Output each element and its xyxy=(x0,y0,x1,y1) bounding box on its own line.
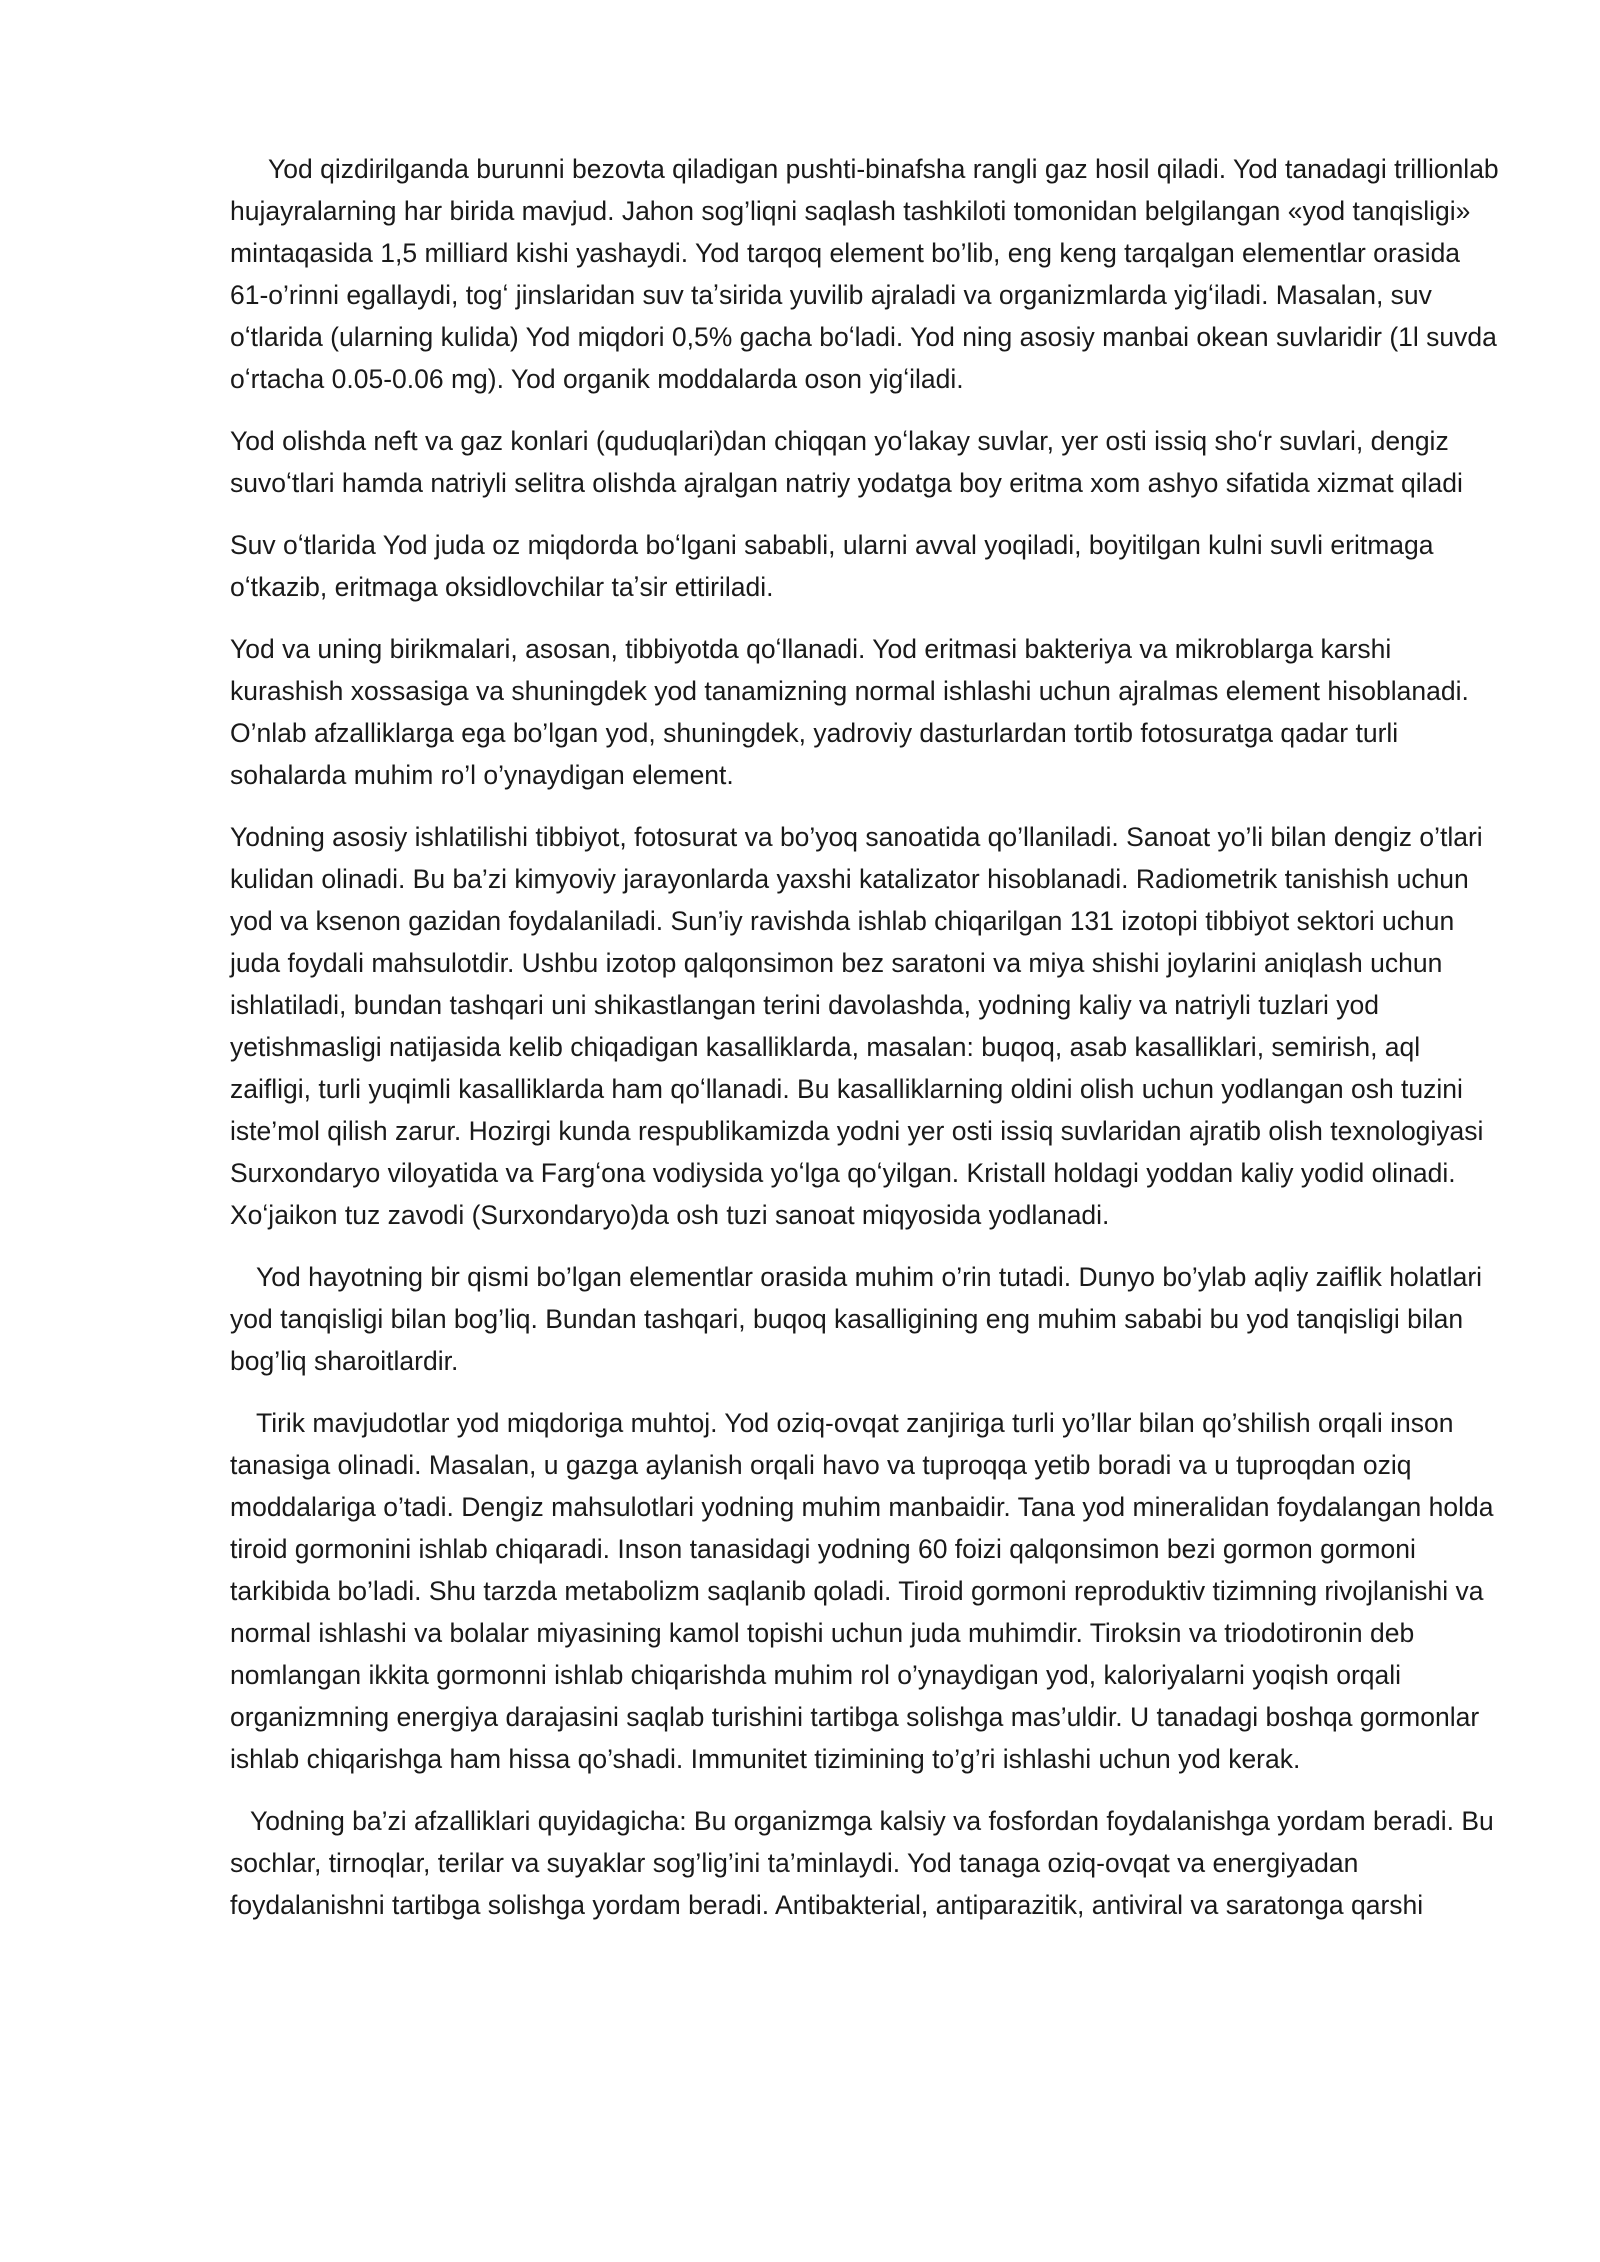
paragraph-seaweed-extraction: Suv oʻtlarida Yod juda oz miqdorda boʻlgani sababli, ularni avval yoqiladi, boyitilgan kulni suvli eritmaga oʻtkazib, eritmaga oksidlovchilar taʼsir ettiriladi. xyxy=(230,530,1434,602)
document-body xyxy=(230,148,1500,1946)
paragraph-thyroid-hormones: Tirik mavjudotlar yod miqdoriga muhtoj. Yod oziq-ovqat zanjiriga turli yo’llar bilan qo’shilish orqali inson tanasiga olinadi. Masalan, u gazga aylanish orqali havo va tuproqqa yetib boradi va u tuproqdan oziq moddalariga o’tadi. Dengiz mahsulotlari yodning muhim manbaidir. Tana yod mineralidan foydalangan holda tiroid gormonini ishlab chiqaradi. Inson tanasidagi yodning 60 foizi qalqonsimon bezi gormon gormoni tarkibida bo’ladi. Shu tarzda metabolizm saqlanib qoladi. Tiroid gormoni reproduktiv tizimning rivojlanishi va normal ishlashi va bolalar miyasining kamol topishi uchun juda muhimdir. Tiroksin va triodotironin deb nomlangan ikkita gormonni ishlab chiqarishda muhim rol o’ynaydigan yod, kaloriyalarni yoqish orqali organizmning energiya darajasini saqlab turishini tartibga solishga mas’uldir. U tanadagi boshqa gormonlar ishlab chiqarishga ham hissa qo’shadi. Immunitet tizimining to’g’ri ishlashi uchun yod kerak. xyxy=(230,1408,1494,1774)
paragraph-medical-uses: Yod va uning birikmalari, asosan, tibbiyotda qoʻllanadi. Yod eritmasi bakteriya va mikroblarga karshi kurashish xossasiga va shuningdek yod tanamizning normal ishlashi uchun ajralmas element hisoblanadi. O’nlab afzalliklarga ega bo’lgan yod, shuningdek, yadroviy dasturlardan tortib fotosuratga qadar turli sohalarda muhim ro’l o’ynaydigan element. xyxy=(230,634,1469,790)
paragraph-iodine-sources: Yod olishda neft va gaz konlari (quduqlari)dan chiqqan yoʻlakay suvlar, yer osti issiq shoʻr suvlari, dengiz suvoʻtlari hamda natriyli selitra olishda ajralgan natriy yodatga boy eritma xom ashyo sifatida xizmat qiladi xyxy=(230,426,1463,498)
paragraph-benefits: Yodning ba’zi afzalliklari quyidagicha: Bu organizmga kalsiy va fosfordan foydalanishga yordam beradi. Bu sochlar, tirnoqlar, terilar va suyaklar sog’lig’ini ta’minlaydi. Yod tanaga oziq-ovqat va energiyadan foydalanishni tartibga solishga yordam beradi. Antibakterial, antiparazitik, antiviral va saratonga qarshi xyxy=(230,1806,1494,1920)
paragraph-iodine-properties: Yod qizdirilganda burunni bezovta qiladigan pushti-binafsha rangli gaz hosil qiladi. Yod tanadagi trillionlab hujayralarning har birida mavjud. Jahon sog’liqni saqlash tashkiloti tomonidan belgilangan «yod tanqisligi» mintaqasida 1,5 milliard kishi yashaydi. Yod tarqoq element bo’lib, eng keng tarqalgan elementlar orasida 61-o’rinni egallaydi, togʻ jinslaridan suv taʼsirida yuvilib ajraladi va organizmlarda yigʻiladi. Masalan, suv oʻtlarida (ularning kulida) Yod miqdori 0,5% gacha boʻladi. Yod ning asosiy manbai okean suvlaridir (1l suvda oʻrtacha 0.05-0.06 mg). Yod organik moddalarda oson yigʻiladi. xyxy=(230,154,1499,394)
paragraph-iodine-deficiency: Yod hayotning bir qismi bo’lgan elementlar orasida muhim o’rin tutadi. Dunyo bo’ylab aqliy zaiflik holatlari yod tanqisligi bilan bog’liq. Bundan tashqari, buqoq kasalligining eng muhim sababi bu yod tanqisligi bilan bog’liq sharoitlardir. xyxy=(230,1262,1483,1376)
paragraph-industrial-uses: Yodning asosiy ishlatilishi tibbiyot, fotosurat va bo’yoq sanoatida qo’llaniladi. Sanoat yo’li bilan dengiz o’tlari kulidan olinadi. Bu ba’zi kimyoviy jarayonlarda yaxshi katalizator hisoblanadi. Radiometrik tanishish uchun yod va ksenon gazidan foydalaniladi. Sun’iy ravishda ishlab chiqarilgan 131 izotopi tibbiyot sektori uchun juda foydali mahsulotdir. Ushbu izotop qalqonsimon bez saratoni va miya shishi joylarini aniqlash uchun ishlatiladi, bundan tashqari uni shikastlangan terini davolashda, yodning kaliy va natriyli tuzlari yod yetishmasligi natijasida kelib chiqadigan kasalliklarda, masalan: buqoq, asab kasalliklari, semirish, aql zaifligi, turli yuqimli kasalliklarda ham qoʻllanadi. Bu kasalliklarning oldini olish uchun yodlangan osh tuzini iste’mol qilish zarur. Hozirgi kunda respublikamizda yodni yer osti issiq suvlaridan ajratib olish texnologiyasi Surxondaryo viloyatida va Fargʻona vodiysida yoʻlga qoʻyilgan. Kristall holdagi yoddan kaliy yodid olinadi. Xoʻjaikon tuz zavodi (Surxondaryo)da osh tuzi sanoat miqyosida yodlanadi. xyxy=(230,822,1484,1230)
